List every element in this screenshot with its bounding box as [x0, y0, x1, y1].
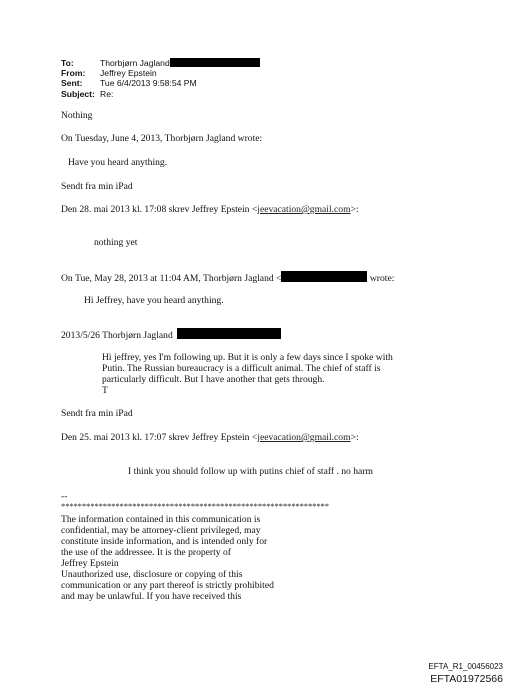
quote-header [61, 204, 359, 215]
quote-header-end: >: [350, 432, 359, 443]
quoted-message: Have you heard anything. [68, 157, 168, 168]
to-value: Thorbjørn Jagland [100, 58, 170, 68]
quoted-paragraph-line: particularly difficult. But I have another that gets through. [102, 374, 325, 385]
disclaimer-line: and may be unlawful. If you have received this [61, 591, 242, 602]
from-row [61, 68, 260, 78]
email-link[interactable]: jeevacation@gmail.com [257, 204, 351, 215]
signature-dash: -- [61, 491, 68, 502]
subject-value: Re: [100, 88, 114, 99]
disclaimer-line: confidential, may be attorney-client privileged, may [61, 525, 261, 536]
subject-row [61, 89, 260, 99]
signature-stars: **************************************************************** [61, 502, 329, 511]
redaction-box [170, 58, 260, 67]
redaction-box [177, 328, 281, 339]
quote-header: On Tuesday, June 4, 2013, Thorbjørn Jagland wrote: [61, 133, 263, 144]
sent-from-ipad: Sendt fra min iPad [61, 181, 133, 192]
disclaimer-line: the use of the addressee. It is the property of [61, 547, 231, 558]
to-row [61, 58, 260, 68]
from-label: From: [61, 68, 86, 79]
disclaimer-line: The information contained in this communication is [61, 514, 261, 525]
reply-text: Nothing [61, 110, 93, 121]
disclaimer-line: Jeffrey Epstein [61, 558, 119, 569]
quote-header [61, 328, 281, 341]
quote-header-end: wrote: [369, 273, 395, 284]
sent-row [61, 78, 260, 88]
email-header [61, 58, 260, 99]
disclaimer-line: constitute inside information, and is intended only for [61, 536, 268, 547]
redaction-box [281, 271, 367, 282]
quote-header-text: Den 28. mai 2013 kl. 17:08 skrev Jeffrey Epstein < [61, 204, 258, 215]
quote-header [61, 271, 394, 284]
quote-header-text: 2013/5/26 Thorbjørn Jagland [61, 330, 173, 341]
quoted-paragraph-line: T [102, 385, 108, 396]
to-label: To: [61, 58, 74, 68]
disclaimer-line: Unauthorized use, disclosure or copying of this [61, 569, 243, 580]
bates-number-primary: EFTA_R1_00456023 [428, 662, 503, 671]
sent-from-ipad: Sendt fra min iPad [61, 408, 133, 419]
quoted-paragraph-line: Putin. The Russian bureaucracy is a difficult animal. The chief of staff is [102, 363, 381, 374]
quoted-message: Hi Jeffrey, have you heard anything. [84, 295, 224, 306]
quote-header-text: Den 25. mai 2013 kl. 17:07 skrev Jeffrey Epstein < [61, 432, 258, 443]
from-value: Jeffrey Epstein [100, 68, 157, 79]
quote-header-end: >: [350, 204, 359, 215]
subject-label: Subject: [61, 88, 95, 99]
sent-value: Tue 6/4/2013 9:58:54 PM [100, 78, 197, 89]
disclaimer-line: communication or any part thereof is strictly prohibited [61, 580, 274, 591]
quoted-paragraph-line: Hi jeffrey, yes I'm following up. But it is only a few days since I spoke with [102, 352, 393, 363]
bates-number-secondary: EFTA01972566 [430, 673, 503, 685]
quote-header [61, 432, 359, 443]
quote-header-text: On Tue, May 28, 2013 at 11:04 AM, Thorbjørn Jagland < [61, 273, 282, 284]
quoted-message: I think you should follow up with putins chief of staff . no harm [128, 466, 373, 477]
email-link[interactable]: jeevacation@gmail.com [257, 432, 351, 443]
sent-label: Sent: [61, 78, 83, 89]
quoted-message: nothing yet [94, 237, 138, 248]
